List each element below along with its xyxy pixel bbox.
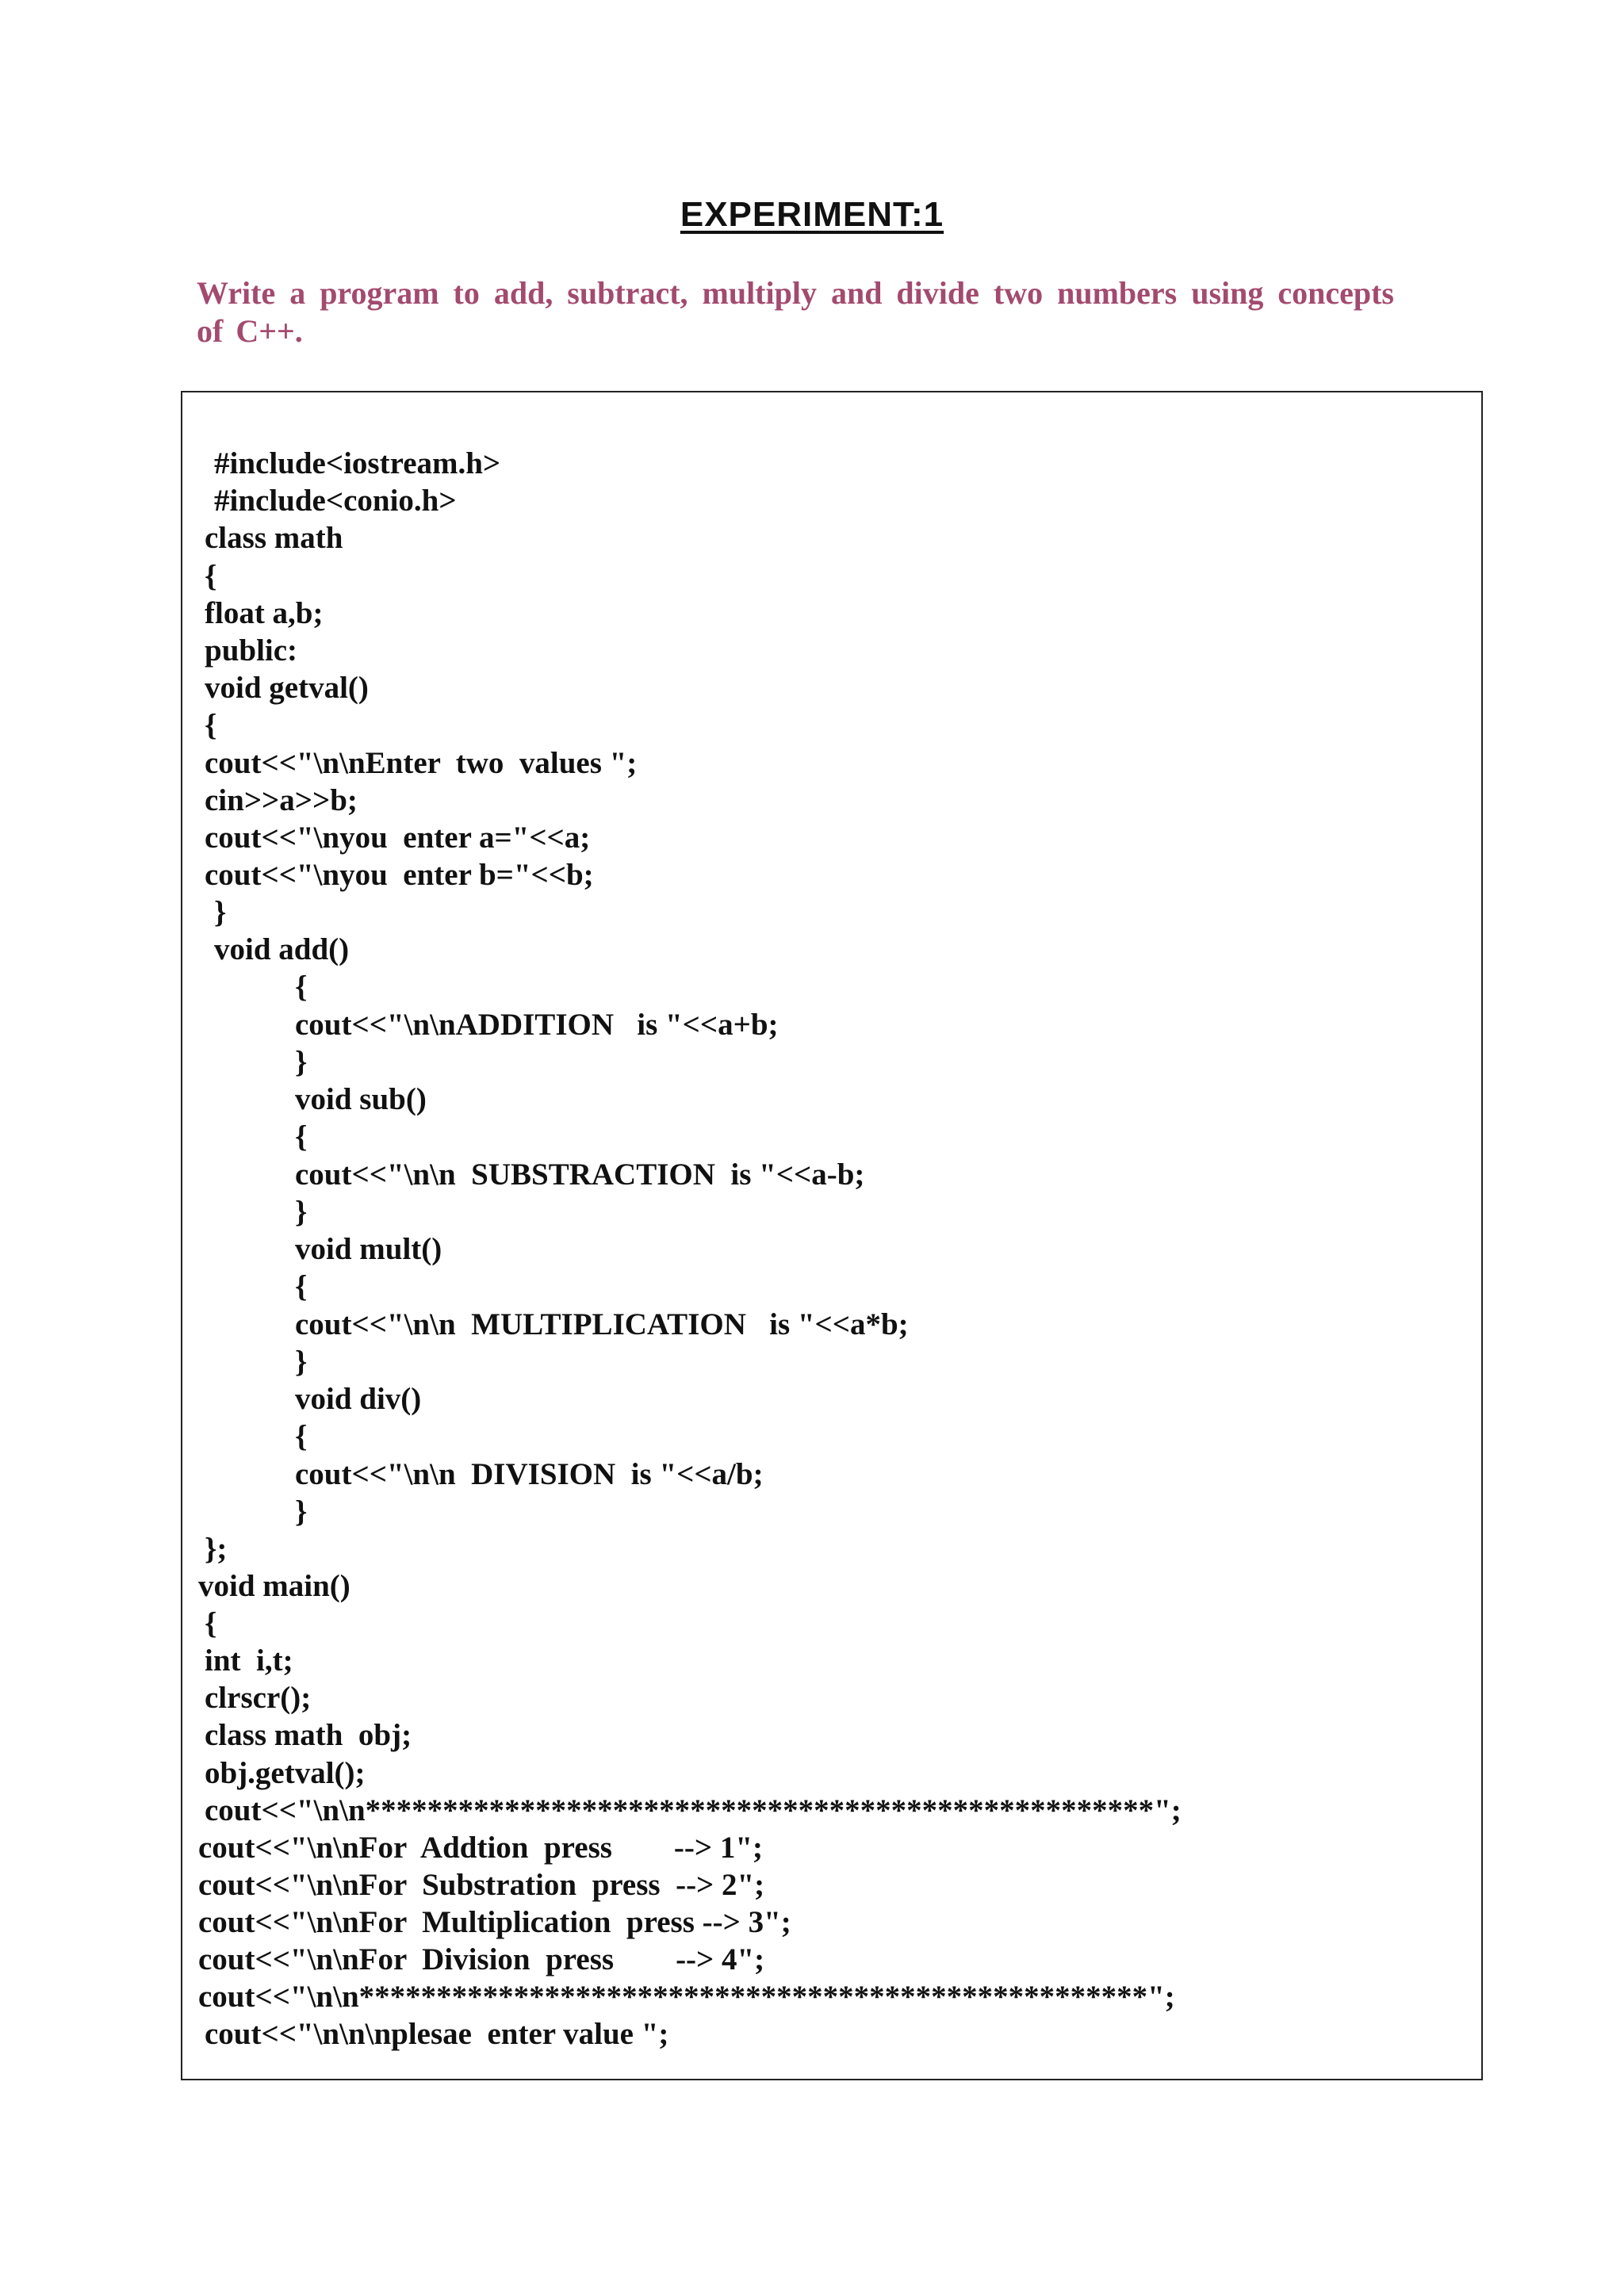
code-line: } xyxy=(295,1345,308,1379)
code-line: class math xyxy=(205,521,343,555)
code-line: cout<<"\nyou enter a="<<a; xyxy=(205,821,591,855)
code-line: void sub() xyxy=(295,1082,427,1116)
code-line: cout<<"\n\nEnter two values "; xyxy=(205,746,638,780)
code-line: #include<conio.h> xyxy=(214,484,457,518)
code-line: float a,b; xyxy=(205,596,324,630)
code-line: cout<<"\nyou enter b="<<b; xyxy=(205,858,594,892)
code-line: class math obj; xyxy=(205,1718,412,1752)
code-line: cout<<"\n\n DIVISION is "<<a/b; xyxy=(295,1457,764,1491)
code-line: cout<<"\n\nFor Substration press --> 2"; xyxy=(198,1868,765,1902)
code-line: void add() xyxy=(214,932,350,966)
code-line: { xyxy=(295,1419,308,1453)
code-line: } xyxy=(214,895,227,929)
code-line: cout<<"\n\nFor Division press --> 4"; xyxy=(198,1942,765,1976)
code-line: { xyxy=(205,708,217,742)
experiment-title: EXPERIMENT:1 xyxy=(680,195,944,234)
code-line: cout<<"\n\n***************************************************"; xyxy=(205,1793,1182,1827)
code-line: } xyxy=(295,1195,308,1229)
code-line: void main() xyxy=(198,1569,350,1603)
code-line: cout<<"\n\n\nplesae enter value "; xyxy=(205,2017,669,2051)
code-line: public: xyxy=(205,633,298,668)
code-line: } xyxy=(295,1045,308,1079)
code-line: clrscr(); xyxy=(205,1681,312,1715)
code-line: { xyxy=(205,1606,217,1640)
code-line: cout<<"\n\n SUBSTRACTION is "<<a-b; xyxy=(295,1158,865,1192)
code-line: { xyxy=(295,1119,308,1154)
code-line: { xyxy=(295,1269,308,1303)
code-line: #include<iostream.h> xyxy=(214,446,501,480)
code-line: cout<<"\n\nFor Multiplication press --> 3"; xyxy=(198,1905,791,1939)
code-line: cout<<"\n\n***************************************************"; xyxy=(198,1980,1175,2014)
code-line: cout<<"\n\nADDITION is "<<a+b; xyxy=(295,1008,779,1042)
code-line: { xyxy=(295,970,308,1004)
code-line: void mult() xyxy=(295,1232,442,1266)
code-line: cin>>a>>b; xyxy=(205,783,358,817)
code-line: cout<<"\n\nFor Addtion press --> 1"; xyxy=(198,1831,764,1865)
code-line: cout<<"\n\n MULTIPLICATION is "<<a*b; xyxy=(295,1307,909,1341)
code-line: }; xyxy=(205,1532,228,1566)
question-text: Write a program to add, subtract, multiply and divide two numbers using concepts of C++. xyxy=(197,275,1394,349)
code-line: void div() xyxy=(295,1382,422,1416)
code-line: { xyxy=(205,559,217,593)
code-line: void getval() xyxy=(205,671,369,705)
code-line: obj.getval(); xyxy=(205,1756,366,1790)
code-line: int i,t; xyxy=(205,1644,293,1678)
code-line: } xyxy=(295,1494,308,1529)
